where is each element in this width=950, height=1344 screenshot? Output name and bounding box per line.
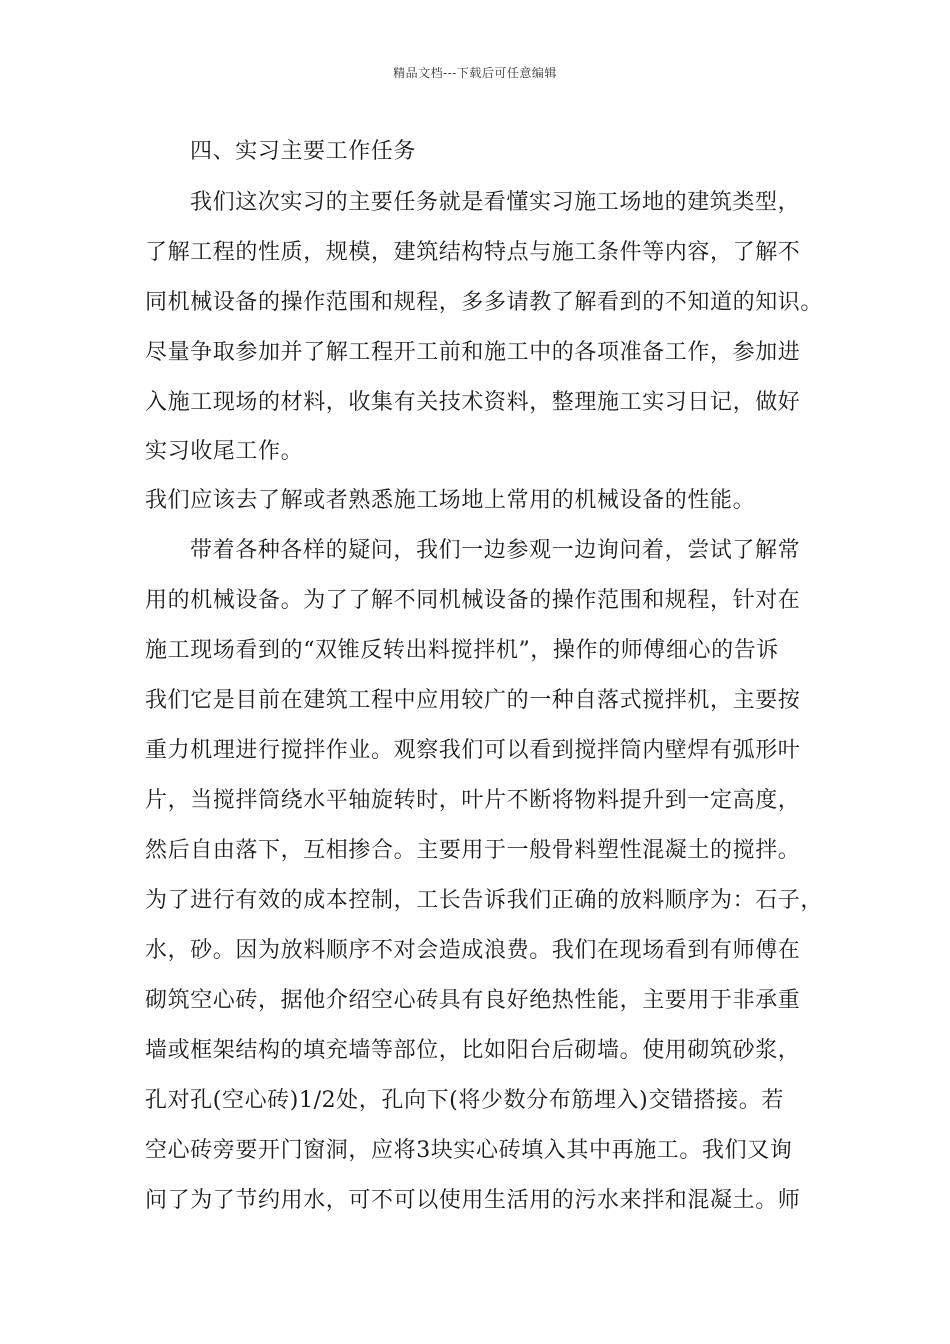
body-line: 然后自由落下，互相掺合。主要用于一般骨料塑性混凝土的搅拌。 [145,838,801,863]
body-line: 我们应该去了解或者熟悉施工场地上常用的机械设备的性能。 [145,488,756,513]
body-line: 片，当搅拌筒绕水平轴旋转时，叶片不断将物料提升到一定高度， [145,788,801,813]
body-line: 同机械设备的操作范围和规程，多多请教了解看到的不知道的知识。 [145,290,824,315]
body-line: 入施工现场的材料，收集有关技术资料，整理施工实习日记，做好 [145,390,801,415]
body-line: 施工现场看到的“双锥反转出料搅拌机”，操作的师傅细心的告诉 [145,638,779,663]
body-line: 水，砂。因为放料顺序不对会造成浪费。我们在现场看到有师傅在 [145,938,801,963]
body-line: 我们它是目前在建筑工程中应用较广的一种自落式搅拌机，主要按 [145,688,801,713]
body-line: 孔对孔(空心砖)1/2处，孔向下(将少数分布筋埋入)交错搭接。若 [145,1088,784,1113]
page-header: 精品文档---下载后可任意编辑 [393,66,557,80]
body-line: 问了为了节约用水，可不可以使用生活用的污水来拌和混凝土。师 [145,1188,801,1213]
body-line: 我们这次实习的主要任务就是看懂实习施工场地的建筑类型， [190,190,801,215]
body-line: 了解工程的性质，规模，建筑结构特点与施工条件等内容，了解不 [145,240,801,265]
body-line: 尽量争取参加并了解工程开工前和施工中的各项准备工作，参加进 [145,340,801,365]
body-line: 用的机械设备。为了了解不同机械设备的操作范围和规程，针对在 [145,588,801,613]
body-line: 带着各种各样的疑问，我们一边参观一边询问着，尝试了解常 [190,538,801,563]
body-line: 砌筑空心砖，据他介绍空心砖具有良好绝热性能，主要用于非承重 [145,988,801,1013]
body-line: 墙或框架结构的填充墙等部位，比如阳台后砌墙。使用砌筑砂浆， [145,1038,801,1063]
body-line: 实习收尾工作。 [145,439,304,464]
body-line: 空心砖旁要开门窗洞，应将3块实心砖填入其中再施工。我们又询 [145,1138,793,1163]
body-line: 为了进行有效的成本控制，工长告诉我们正确的放料顺序为：石子， [145,888,824,913]
section-heading: 四、实习主要工作任务 [190,139,417,164]
body-line: 重力机理进行搅拌作业。观察我们可以看到搅拌筒内壁焊有弧形叶 [145,738,801,763]
